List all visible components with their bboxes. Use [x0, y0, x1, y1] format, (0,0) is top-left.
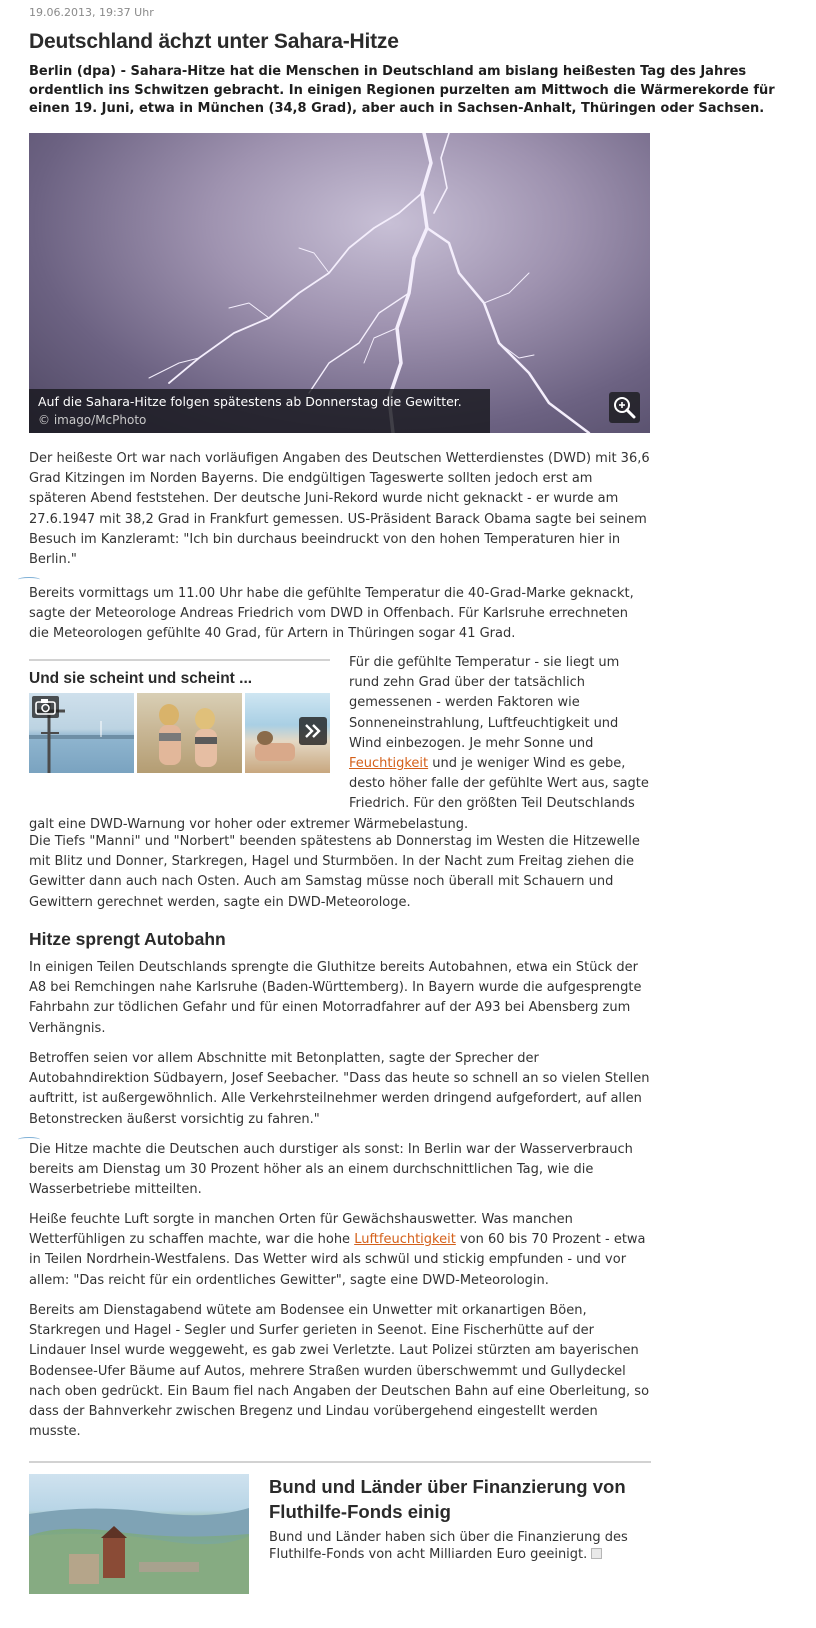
lightning-illustration	[29, 133, 650, 433]
paragraph-8	[29, 1210, 651, 1291]
link-feuchtigkeit[interactable]: Feuchtigkeit	[349, 756, 429, 772]
paragraph-3-text-b: und je weniger Wind es gebe, desto höher falle der gefühlte Wert aus, sagte Friedrich. Für den größten Teil Deutschlands galt eine DWD-Warnung vor hoher oder extremer Wärmebelastung.	[29, 756, 649, 832]
more-arrow-icon[interactable]	[591, 1548, 602, 1559]
paragraph-7: Die Hitze machte die Deutschen auch durstiger als sonst: In Berlin war der Wasserverbrauch bereits am Dienstag um 30 Prozent höher als an einem durchschnittlichen Tag, wie die Wasserbetriebe mitteilten.	[29, 1142, 633, 1198]
paragraph-6: Betroffen seien vor allem Abschnitte mit Betonplatten, sagte der Sprecher der Autobahndirektion Südbayern, Josef Seebacher. "Dass das heute so schnell an so vielen Stellen auftritt, ist außergewöhnlich. Alle Verkehrsteilnehmer werden dringend aufgefordert, auf allen Betonstrecken äußerst vorsichtig zu fahren."	[29, 1051, 650, 1127]
paragraph-8-text-a: Heiße feuchte Luft sorgte in manchen Orten für Gewächshauswetter. Was manchen Wetterfühligen zu schaffen machte, war die hohe	[29, 1212, 573, 1248]
teaser-text	[269, 1529, 649, 1563]
paragraph-8-text-b: von 60 bis 70 Prozent - etwa in Teilen Nordrhein-Westfalens. Das Wetter wird als schwül und stickig empfunden - und vor allem: "Das reicht für ein ordentliches Gewitter", sagte eine DWD-Meteorologin.	[29, 1232, 646, 1288]
paragraph-1: Der heißeste Ort war nach vorläufigen Angaben des Deutschen Wetterdienstes (DWD) mit 36,6 Grad Kitzingen im Norden Bayerns. Die endgültigen Tageswerte sollten jedoch erst am späteren Abend feststehen. Der deutsche Juni-Rekord wurde nicht geknackt - er wurde am 27.6.1947 mit 38,2 Grad in Frankfurt gemessen. US-Präsident Barack Obama sagte bei seinem Besuch im Kanzleramt: "Ich bin durchaus beeindruckt von den hohen Temperaturen hier in Berlin."	[29, 451, 650, 568]
section-subhead: Hitze sprengt Autobahn	[29, 929, 226, 949]
teaser-divider	[29, 1461, 651, 1463]
gallery-title[interactable]: Und sie scheint und scheint ...	[29, 670, 253, 687]
paragraph-3	[29, 653, 651, 835]
hero-caption: Auf die Sahara-Hitze folgen spätestens ab Donnerstag die Gewitter.	[38, 394, 462, 409]
hero-caption-box	[29, 389, 490, 433]
article-headline: Deutschland ächzt unter Sahara-Hitze	[29, 30, 399, 53]
article-lead: Berlin (dpa) - Sahara-Hitze hat die Menschen in Deutschland am bislang heißesten Tag des Jahres ordentlich ins Schwitzen gebracht. In einigen Regionen purzelten am Mittwoch die Wärmerekorde für einen 19. Juni, etwa in München (34,8 Grad), aber auch in Sachsen-Anhalt, Thüringen oder Sachsen.	[29, 64, 775, 116]
teaser-title[interactable]: Bund und Länder über Finanzierung von Fluthilfe-Fonds einig	[269, 1476, 626, 1522]
teaser-text-content: Bund und Länder haben sich über die Finanzierung des Fluthilfe-Fonds von acht Milliarden Euro geeinigt.	[269, 1530, 628, 1562]
zoom-button[interactable]	[609, 392, 640, 423]
magnifier-plus-icon	[609, 392, 640, 423]
link-luftfeuchtigkeit[interactable]: Luftfeuchtigkeit	[354, 1232, 456, 1248]
paragraph-3-text-a: Für die gefühlte Temperatur - sie liegt um rund zehn Grad über der tatsächlich gemessenen - werden Faktoren wie Sonneneinstrahlung, Luftfeuchtigkeit und Wind einbezogen. Je mehr Sonne und	[349, 655, 620, 751]
paragraph-2: Bereits vormittags um 11.00 Uhr habe die gefühlte Temperatur die 40-Grad-Marke geknackt, sagte der Meteorologe Andreas Friedrich vom DWD in Offenbach. Für Karlsruhe errechneten die Meteorologen gefühlte 40 Grad, für Artern in Thüringen sogar 41 Grad.	[29, 586, 634, 642]
paragraph-9: Bereits am Dienstagabend wütete am Bodensee ein Unwetter mit orkanartigen Böen, Starkregen und Hagel - Segler und Surfer gerieten in Seenot. Eine Fischerhütte auf der Lindauer Insel wurde weggeweht, es gab zwei Verletzte. Laut Polizei stürzten am bayerischen Bodensee-Ufer Bäume auf Autos, mehrere Straßen wurden überschwemmt und Gullydeckel nach oben gedrückt. Ein Baum fiel nach Angaben der Deutschen Bahn auf eine Oberleitung, so dass der Bahnverkehr zwischen Bregenz und Lindau vorübergehend eingestellt werden musste.	[29, 1303, 650, 1440]
hero-image[interactable]	[29, 133, 650, 433]
margin-mark	[18, 577, 40, 582]
paragraph-4: Die Tiefs "Manni" und "Norbert" beenden spätestens ab Donnerstag im Westen die Hitzewelle mit Blitz und Donner, Starkregen, Hagel und Sturmböen. In der Nacht zum Freitag ziehen die Gewitter dann auch nach Osten. Auch am Samstag müsse noch überall mit Schauern und Gewittern gerechnet werden, sagte ein DWD-Meteorologe.	[29, 834, 640, 910]
teaser-flood-art	[29, 1474, 249, 1594]
gallery-spacer	[29, 653, 349, 813]
teaser-image[interactable]	[29, 1474, 249, 1594]
paragraph-5: In einigen Teilen Deutschlands sprengte die Gluthitze bereits Autobahnen, etwa ein Stück der A8 bei Remchingen nahe Karlsruhe (Baden-Württemberg). In Bayern wurde die aufgesprengte Fahrbahn zur tödlichen Gefahr und für einen Motorradfahrer auf der A93 bei Abensberg zum Verhängnis.	[29, 960, 642, 1036]
article-dateline: 19.06.2013, 19:37 Uhr	[29, 6, 154, 19]
hero-credit: © imago/McPhoto	[38, 413, 147, 427]
